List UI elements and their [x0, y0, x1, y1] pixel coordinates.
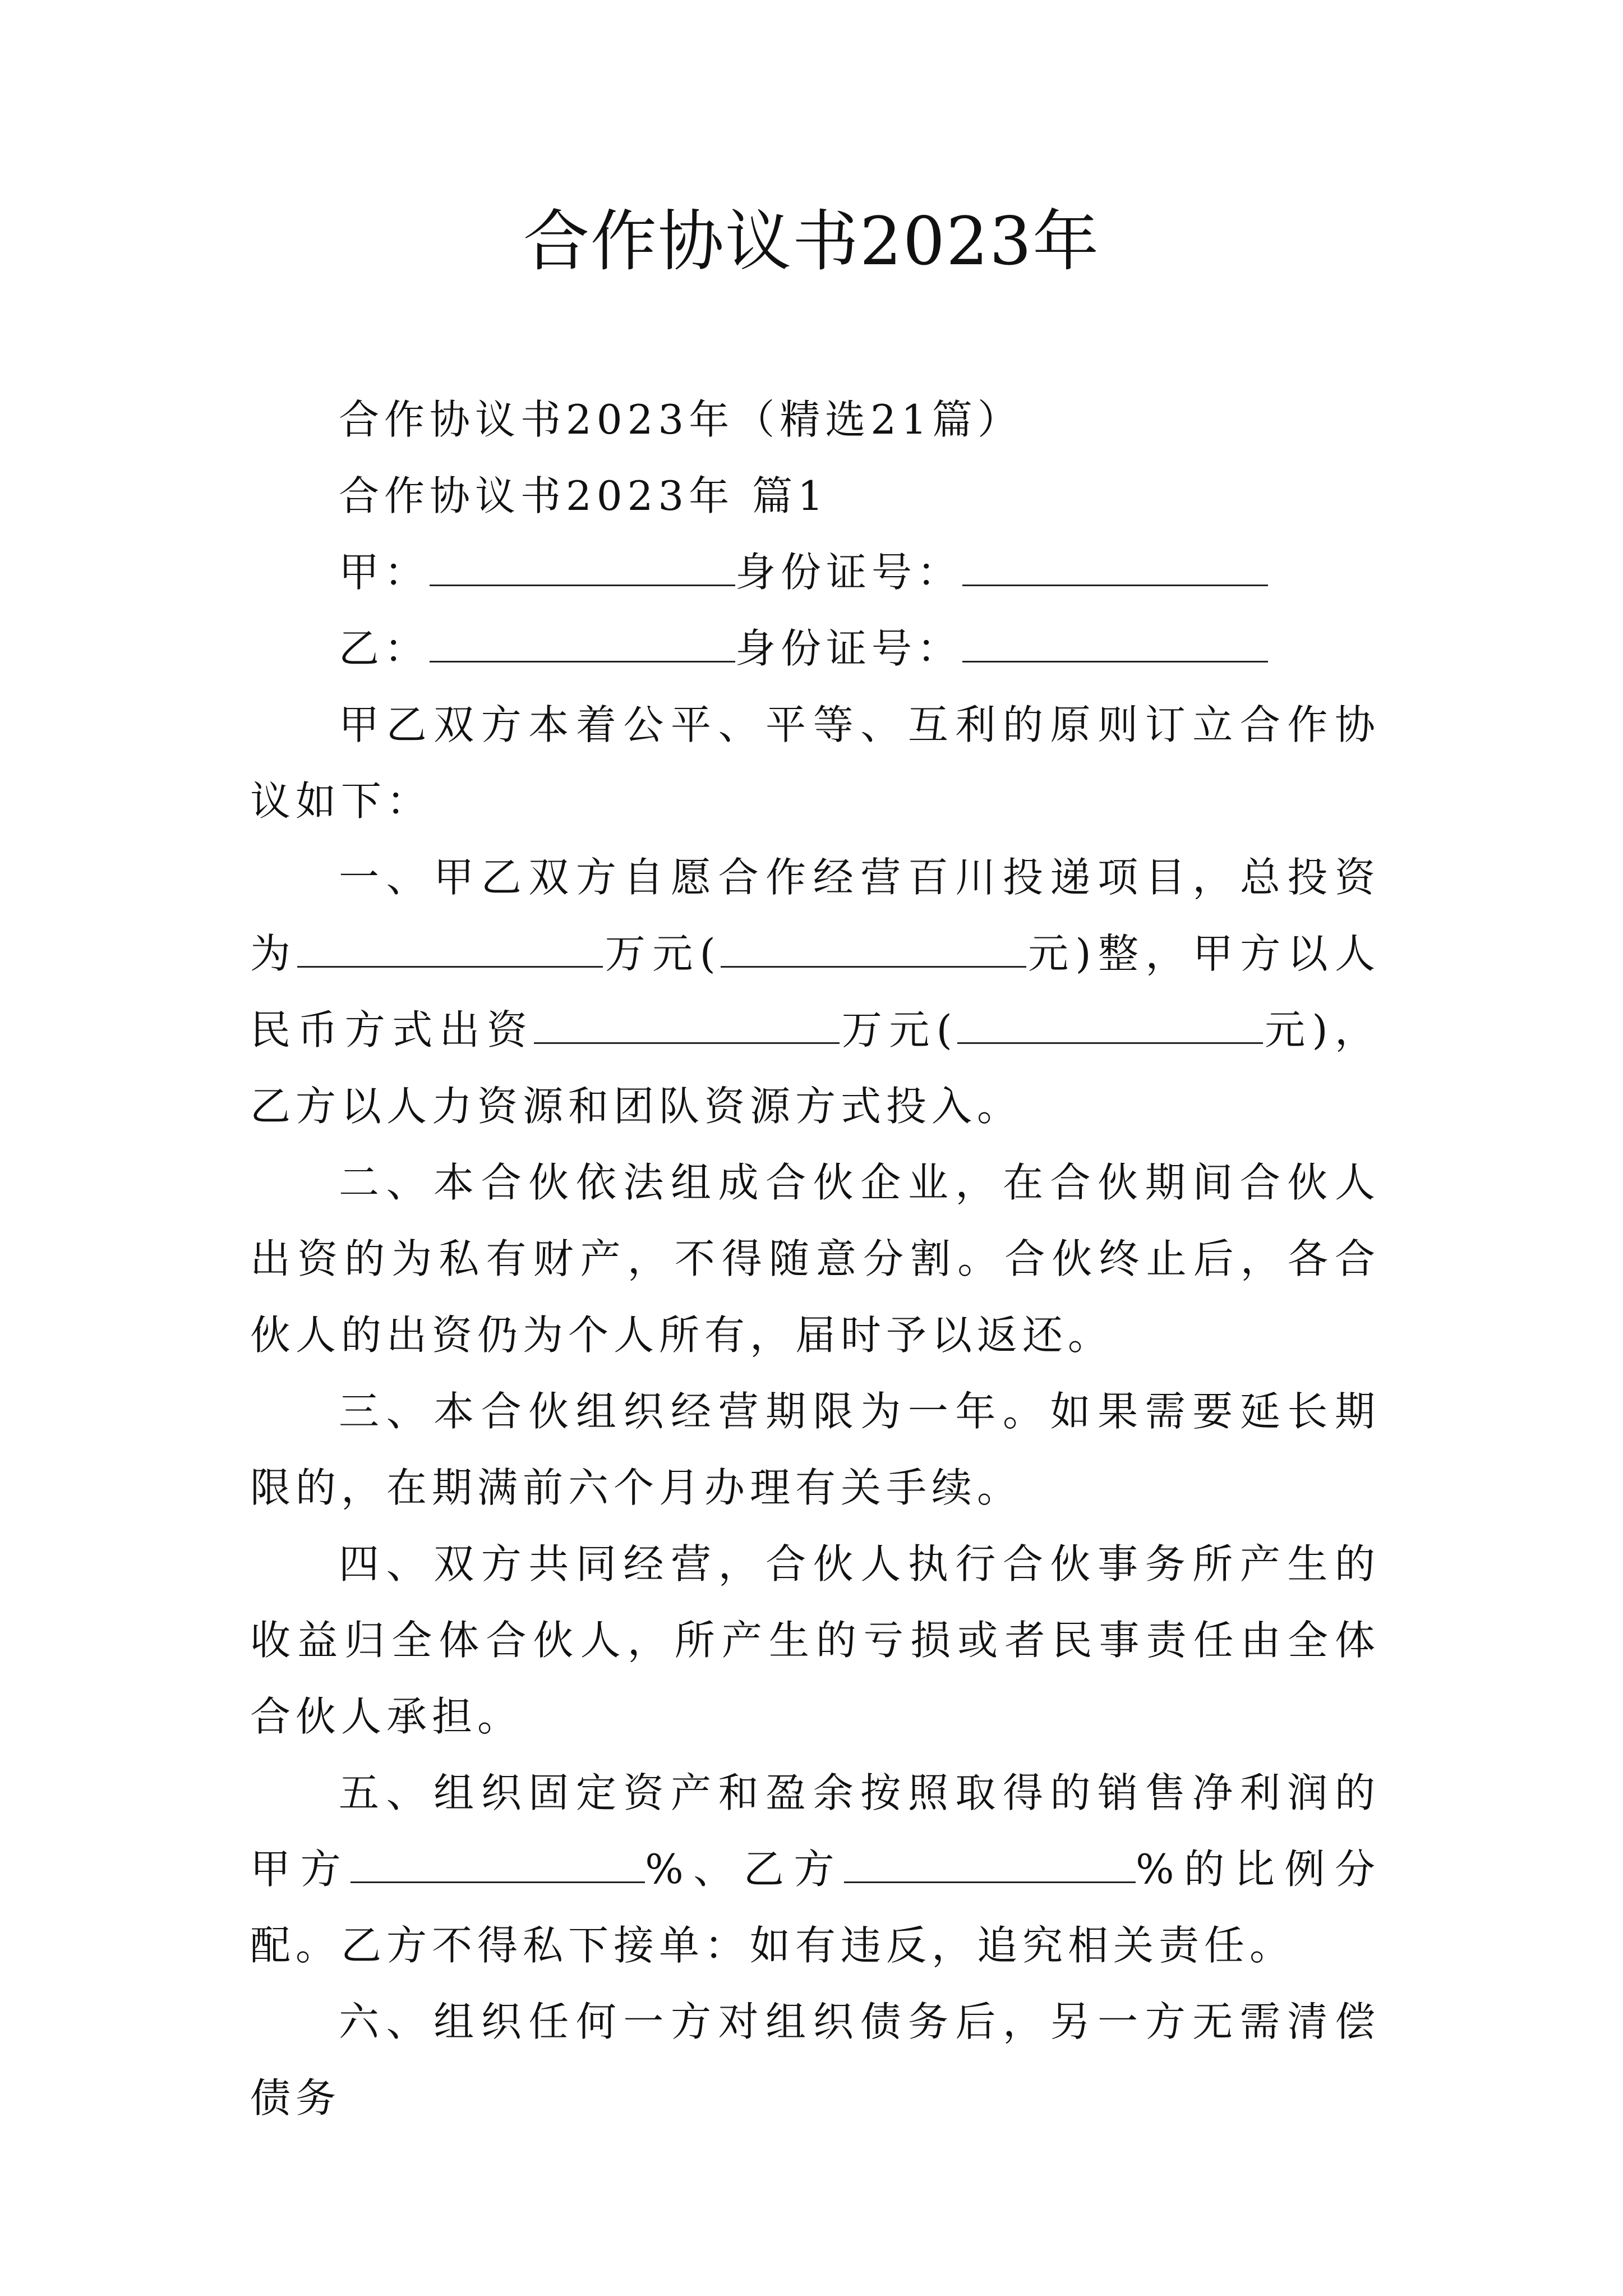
total-investment-blank	[297, 921, 603, 968]
party-b-id-label: 身份证号：	[735, 625, 963, 672]
clause-2: 二、本合伙依法组成合伙企业，在合伙期间合伙人出资的为私有财产，不得随意分割。合伙终止后，各合伙人的出资仍为个人所有，届时予以返还。	[250, 1159, 1380, 1359]
party-a-line	[250, 534, 1380, 610]
document-subtitle: 合作协议书2023年（精选21篇）	[339, 396, 1023, 443]
party-a-name-blank	[430, 540, 735, 586]
party-a-investment-blank	[534, 997, 840, 1044]
party-b-label: 乙：	[339, 625, 430, 672]
party-b-id-blank	[962, 616, 1268, 662]
clause-5	[250, 1755, 1380, 1984]
clause-1-text-4: 万元(	[840, 1006, 957, 1053]
party-a-id-label: 身份证号：	[735, 549, 963, 596]
clause-5-text-3: %的比例分配。乙方不得私下接单：如有违反，追究相关责任。	[250, 1846, 1380, 1969]
party-b-name-blank	[430, 616, 735, 662]
party-a-id-blank	[962, 540, 1268, 586]
party-a-investment-yuan-blank	[957, 997, 1263, 1044]
clause-3: 三、本合伙组织经营期限为一年。如果需要延长期限的，在期满前六个月办理有关手续。	[250, 1388, 1380, 1511]
total-investment-yuan-blank	[721, 921, 1026, 968]
clause-6: 六、组织任何一方对组织债务后，另一方无需清偿债务	[250, 1998, 1380, 2122]
clause-4: 四、双方共同经营，合伙人执行合伙事务所产生的收益归全体合伙人，所产生的亏损或者民事责任由全体合伙人承担。	[250, 1540, 1380, 1740]
clause-1-text-2: 万元(	[603, 930, 721, 977]
intro-paragraph: 甲乙双方本着公平、平等、互利的原则订立合作协议如下：	[250, 701, 1380, 825]
party-a-label: 甲：	[339, 549, 430, 596]
page-title: 合作协议书2023年	[523, 203, 1100, 280]
document-body	[250, 381, 1380, 2136]
section-heading: 合作协议书2023年 篇1	[339, 472, 828, 519]
clause-1	[250, 839, 1380, 1144]
party-b-share-blank	[844, 1837, 1136, 1883]
party-b-line	[250, 610, 1380, 687]
clause-5-text-1: 五、组织固定资产和盈余按照取得的销售净利润的甲方	[250, 1769, 1380, 1893]
clause-1-text-1: 一、甲乙双方自愿合作经营百川投递项目，总投资为	[250, 854, 1380, 977]
clause-1-text-5: 元)，乙方以人力资源和团队资源方式投入。	[250, 1006, 1380, 1130]
clause-5-text-2: %、乙方	[645, 1846, 845, 1893]
party-a-share-blank	[351, 1837, 645, 1883]
clause-1-text-3: 元)整，甲方以人民币方式出资	[250, 930, 1380, 1053]
